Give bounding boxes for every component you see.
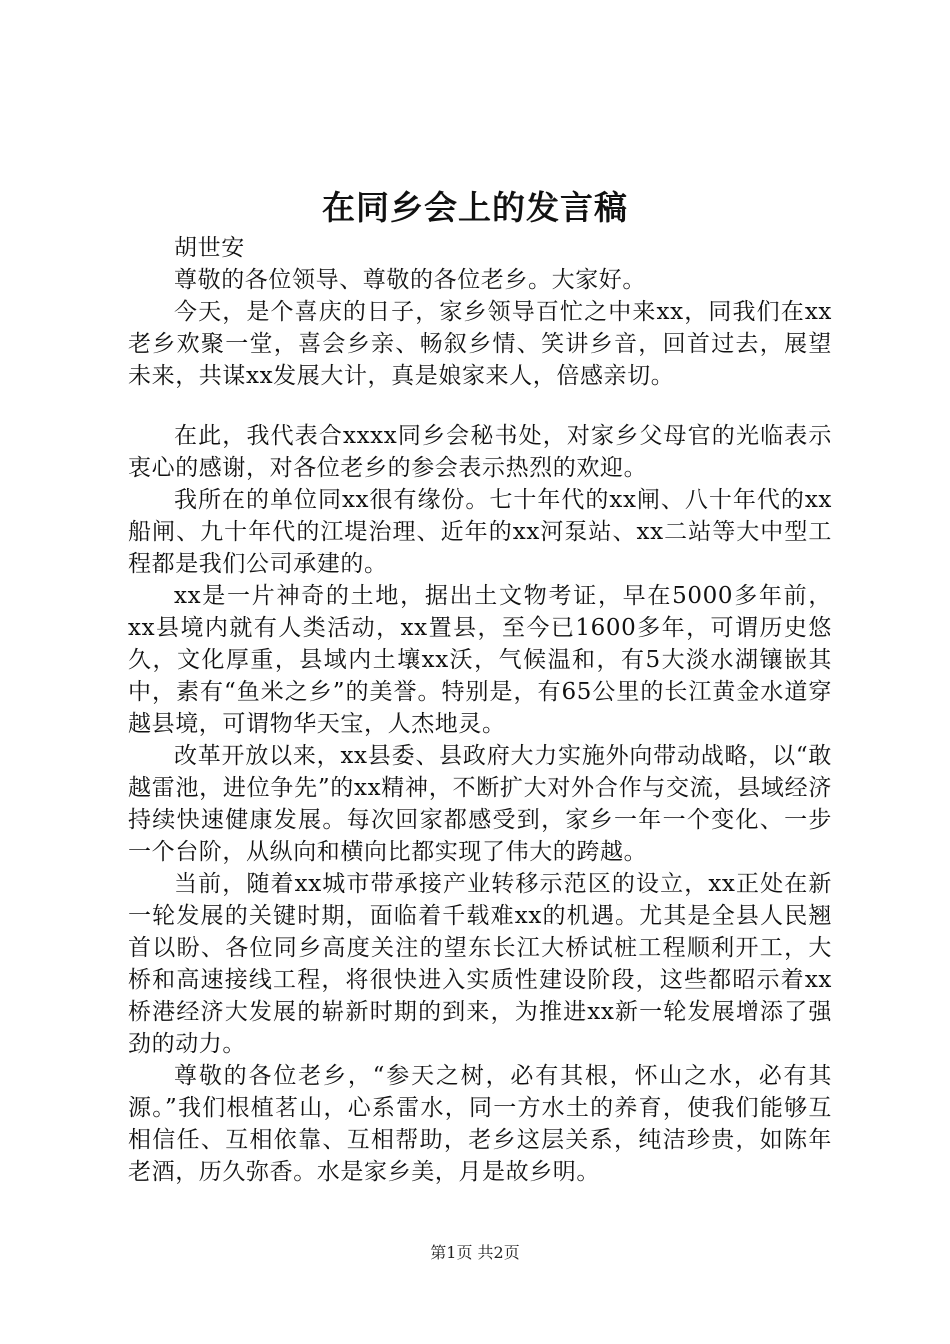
author-name: 胡世安 [174, 235, 245, 261]
paragraph-history: xx是一片神奇的土地，据出土文物考证，早在5000多年前，xx县境内就有人类活动，xx置县，至今已1600多年，可谓历史悠久，文化厚重，县域内土壤xx沃，气候温和，有5大淡水湖镶嵌其中，素有“鱼米之乡”的美誉。特别是，有65公里的长江黄金水道穿越县境，可谓物华天宝，人杰地灵。 [128, 583, 832, 737]
paragraph-reform: 改革开放以来，xx县委、县政府大力实施外向带动战略，以“敢越雷池，进位争先”的xx精神，不断扩大对外合作与交流，县域经济持续快速健康发展。每次回家都感受到，家乡一年一个变化、一步一个台阶，从纵向和横向比都实现了伟大的跨越。 [128, 743, 832, 865]
page-number: 第1页 共2页 [430, 1243, 520, 1262]
paragraph-greeting: 尊敬的各位领导、尊敬的各位老乡。大家好。 [174, 267, 646, 293]
paragraph-roots: 尊敬的各位老乡，“参天之树，必有其根，怀山之水，必有其源。”我们根植茗山，心系雷水，同一方水土的养育，使我们能够互相信任、互相依靠、互相帮助，老乡这层关系，纯洁珍贵，如陈年老酒，历久弥香。水是家乡美，月是故乡明。 [128, 1063, 832, 1185]
paragraph-current: 当前，随着xx城市带承接产业转移示范区的设立，xx正处在新一轮发展的关键时期，面临着千载难xx的机遇。尤其是全县人民翘首以盼、各位同乡高度关注的望东长江大桥试桩工程顺利开工，大桥和高速接线工程，将很快进入实质性建设阶段，这些都昭示着xx桥港经济大发展的崭新时期的到来，为推进xx新一轮发展增添了强劲的动力。 [128, 871, 832, 1057]
paragraph-thanks: 在此，我代表合xxxx同乡会秘书处，对家乡父母官的光临表示衷心的感谢，对各位老乡的参会表示热烈的欢迎。 [128, 423, 832, 481]
paragraph-today: 今天，是个喜庆的日子，家乡领导百忙之中来xx，同我们在xx老乡欢聚一堂，喜会乡亲、畅叙乡情、笑讲乡音，回首过去，展望未来，共谋xx发展大计，真是娘家来人，倍感亲切。 [128, 299, 832, 389]
paragraph-spacer [128, 392, 832, 420]
page-title: 在同乡会上的发言稿 [322, 188, 628, 227]
document-body [128, 232, 832, 1188]
paragraph-company: 我所在的单位同xx很有缘份。七十年代的xx闸、八十年代的xx船闸、九十年代的江堤治理、近年的xx河泵站、xx二站等大中型工程都是我们公司承建的。 [128, 487, 832, 577]
